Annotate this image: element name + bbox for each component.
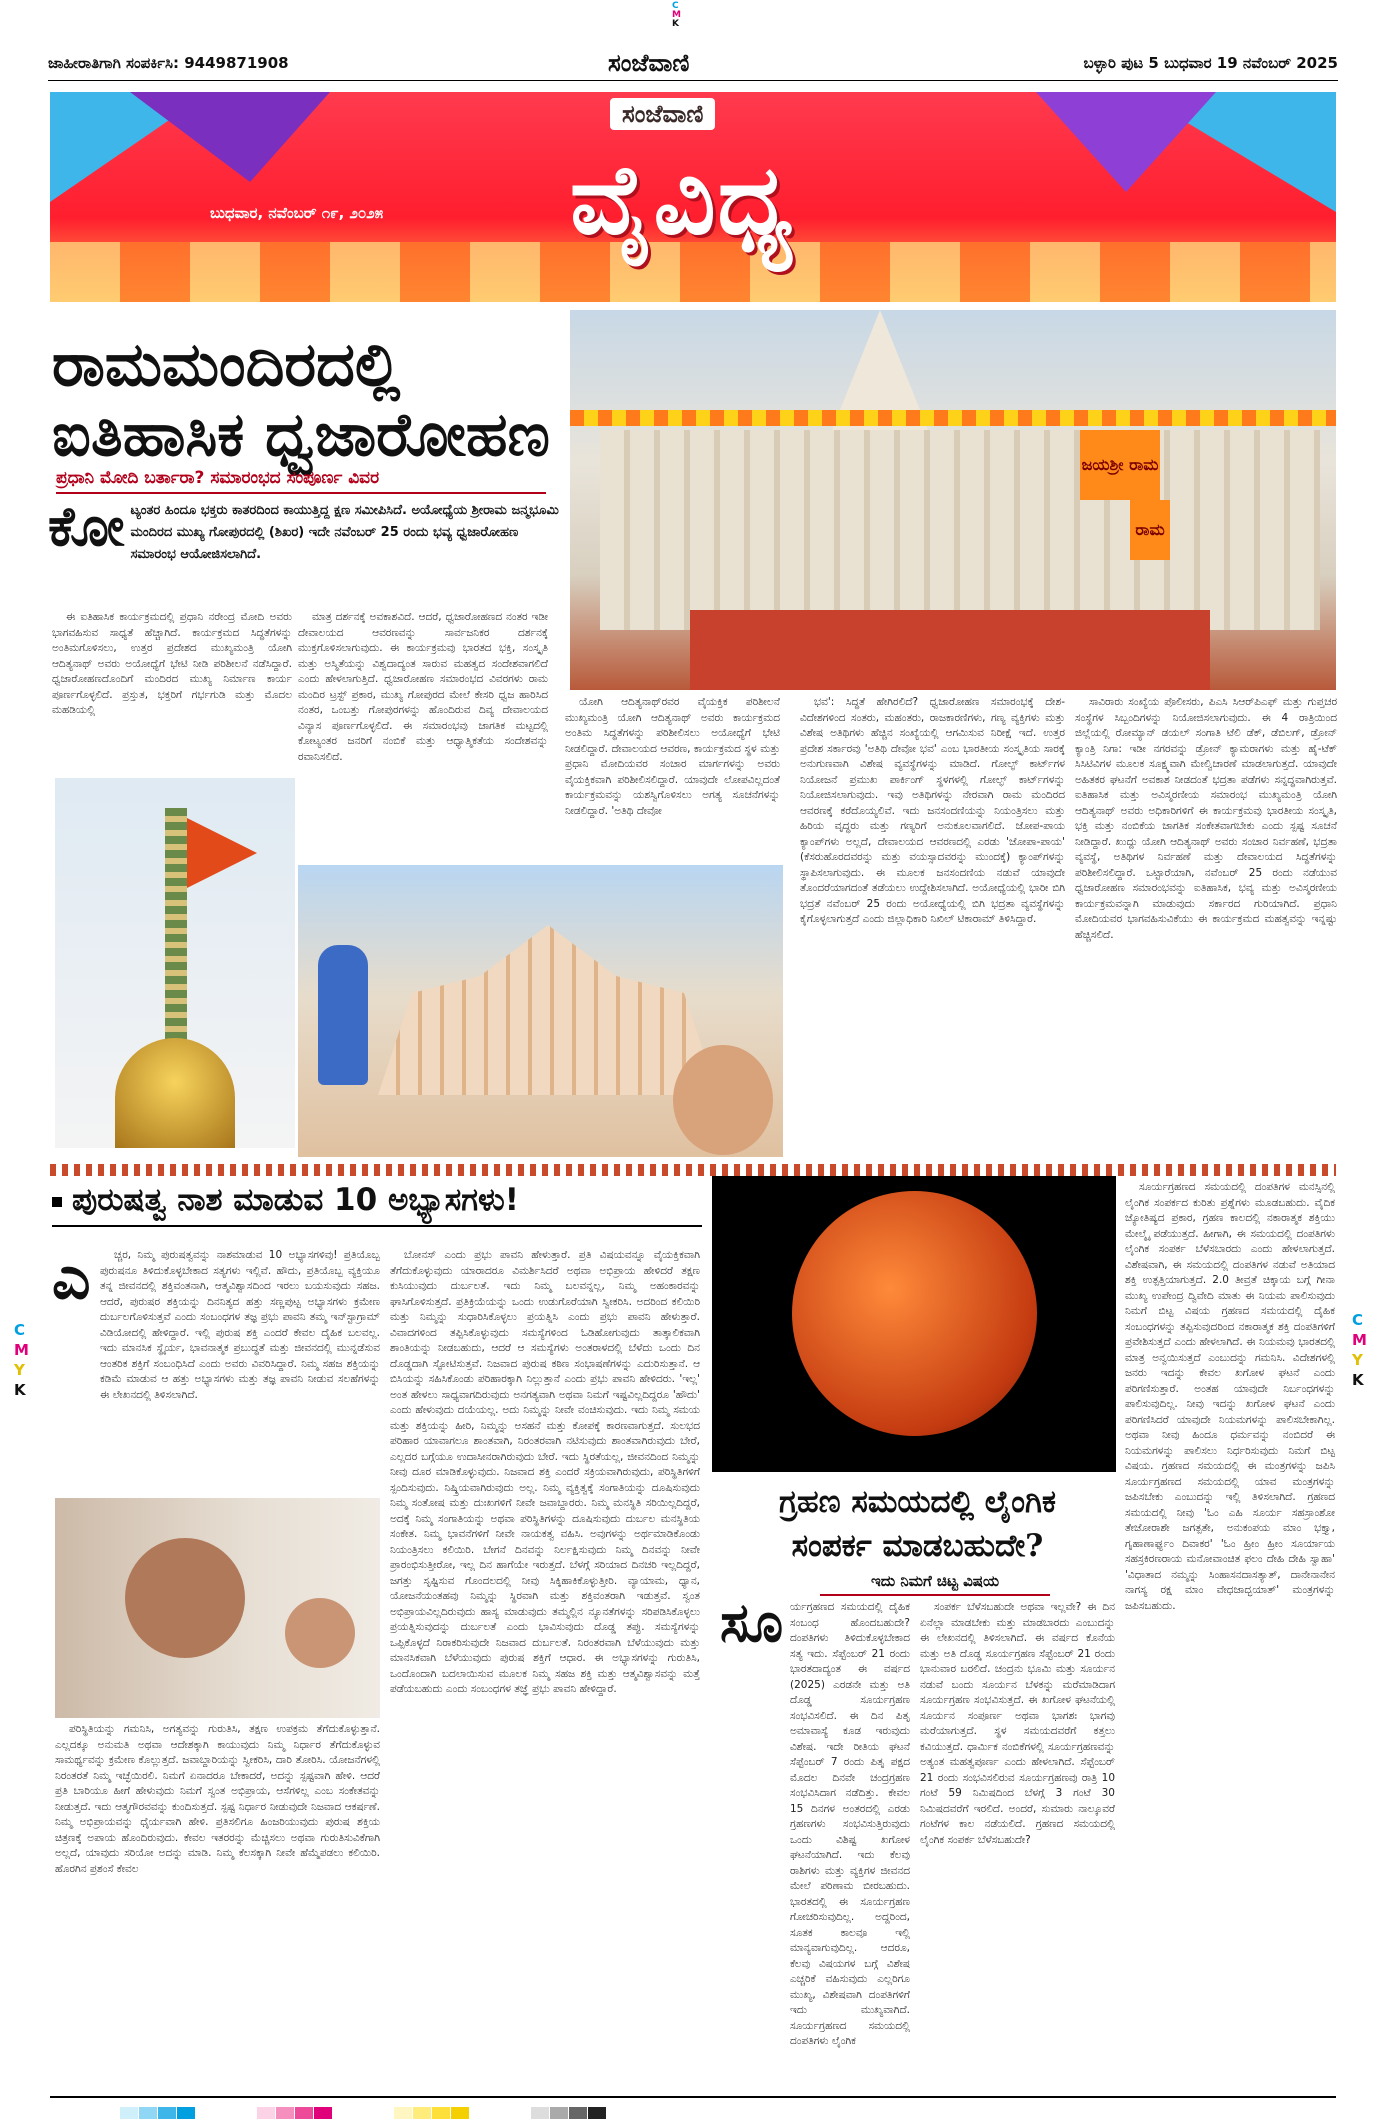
paragraph: ಸಾವಿರಾರು ಸಂಖ್ಯೆಯ ಪೊಲೀಸರು, ಪಿಎಸಿ ಸಿಆರ್‌ಪಿಎಫ್ ಮತ್ತು ಗುಪ್ತಚರ ಸಂಸ್ಥೆಗಳ ಸಿಬ್ಬಂದಿಗಳನ್ನು ನಿಯೋಜಿಸಲಾಗುವುದು. ಈ 4 ರಾತ್ರಿಯಿಂದ ಜಿಲ್ಲೆಯಲ್ಲಿ ರೋಮ್ಯಾನ್ ಡಯಲ್ ಸಂಗಾತಿ ಟೆಲಿ ಡೆಕ್, ಡೆಬಿಲಗ್, ಡ್ರೋನ್ ಕ್ಯಾಂತ್ರಿ ನಿಗಾ: ಇಡೀ ನಗರವನ್ನು ಡ್ರೋನ್ ಕ್ಯಾಮರಾಗಳು ಮತ್ತು ಹೈ-ಟೆಕ್ ಸಿಸಿಟಿವಿಗಳ ಮೂಲಕ ಸೂಕ್ಷ್ಮವಾಗಿ ಮೇಲ್ವಿಚಾರಣೆ ಮಾಡಲಾಗುತ್ತದೆ. ಯಾವುದೇ ಅಹಿತಕರ ಘಟನೆಗೆ ಅವಕಾಶ ನೀಡದಂತೆ ಭದ್ರತಾ ಪಡೆಗಳು ಸನ್ನದ್ಧವಾಗಿರುತ್ತವೆ. ಐತಿಹಾಸಿಕ ಮತ್ತು ಅವಿಸ್ಮರಣೀಯ ಸಮಾರಂಭ ಮುಖ್ಯಮಂತ್ರಿ ಯೋಗಿ ಆದಿತ್ಯನಾಥ್ ಅವರು ಅಧಿಕಾರಿಗಳಿಗೆ ಈ ಕಾರ್ಯಕ್ರಮವು ಭಾರತೀಯ ಸಂಸ್ಕೃತಿ, ಭಕ್ತಿ ಮತ್ತು ನಂಬಿಕೆಯ ಜಾಗತಿಕ ಸಂಕೇತವಾಗಬೇಕು ಎಂದು ಸ್ಪಷ್ಟ ಸೂಚನೆ ನೀಡಿದ್ದಾರೆ. ಖುದ್ದು ಯೋಗಿ ಆದಿತ್ಯನಾಥ್ ಅವರು ಸಂಚಾರ ನಿರ್ವಹಣೆ, ಭದ್ರತಾ ವ್ಯವಸ್ಥೆ, ಅತಿಥಿಗಳ ನಿರ್ವಹಣೆ ಮತ್ತು ದೇವಾಲಯದ ಸಿದ್ಧತೆಗಳನ್ನು ಪರಿಶೀಲಿಸಲಿದ್ದಾರೆ. ಒಟ್ಟಾರೆಯಾಗಿ, ನವೆಂಬರ್ 25 ರಂದು ನಡೆಯುವ ಧ್ವಜಾರೋಹಣ ಸಮಾರಂಭವನ್ನು ಐತಿಹಾಸಿಕ, ಭವ್ಯ ಮತ್ತು ಅವಿಸ್ಮರಣೀಯ ಕಾರ್ಯಕ್ರಮವನ್ನಾಗಿ ಮಾಡುವುದು ಸರ್ಕಾರದ ಗುರಿಯಾಗಿದೆ. ಪ್ರಧಾನಿ ಮೋದಿಯವರ ಭಾಗವಹಿಸುವಿಕೆಯು ಈ ಕಾರ್ಯಕ್ರಮದ ಮಹತ್ವವನ್ನು ಇನ್ನಷ್ಟು ಹೆಚ್ಚಿಸಲಿದೆ.	[1075, 696, 1337, 941]
headline-line: ಐತಿಹಾಸಿಕ ಧ್ವಜಾರೋಹಣ	[52, 400, 550, 470]
paragraph: ಮಾತ್ರ ದರ್ಶನಕ್ಕೆ ಅವಕಾಶವಿದೆ. ಆದರೆ, ಧ್ವಜಾರೋಹಣದ ನಂತರ ಇಡೀ ದೇವಾಲಯದ ಆವರಣವನ್ನು ಸಾರ್ವಜನಿಕರ ದರ್ಶನಕ್ಕೆ ಮುಕ್ತಗೊಳಿಸಲಾಗುವುದು. ಈ ಕಾರ್ಯಕ್ರಮವು ಭಾರತದ ಭಕ್ತಿ, ಸಂಸ್ಕೃತಿ ಮತ್ತು ಅಸ್ಮಿತೆಯನ್ನು ವಿಶ್ವದಾದ್ಯಂತ ಸಾರುವ ಮಹತ್ವದ ಸಂದೇಶವಾಗಲಿದೆ ಎಂದು ಹೇಳಲಾಗುತ್ತಿದೆ. ಧ್ವಜಾರೋಹಣ ಸಮಾರಂಭದ ವಿವರಗಳು ರಾಮ ಮಂದಿರ ಟ್ರಸ್ಟ್ ಪ್ರಕಾರ, ಮುಖ್ಯ ಗೋಪುರದ ಮೇಲೆ ಕೇಸರಿ ಧ್ವಜ ಹಾರಿಸಿದ ನಂತರ, ಒಂಬತ್ತು ಗೋಪುರಗಳನ್ನು ಹೊಂದಿರುವ ದಿವ್ಯ ದೇವಾಲಯದ ವಿನ್ಯಾಸ ಪೂರ್ಣಗೊಳ್ಳಲಿದೆ. ಈ ಸಮಾರಂಭವು ಜಾಗತಿಕ ಮಟ್ಟದಲ್ಲಿ ಕೋಟ್ಯಂತರ ಜನರಿಗೆ ನಂಬಿಕೆ ಮತ್ತು ಆಧ್ಯಾತ್ಮಿಕತೆಯ ಸಂದೇಶವನ್ನು ರವಾನಿಸಲಿದೆ.	[298, 611, 548, 763]
mark-m: M	[672, 10, 681, 20]
stressed-man-photo	[55, 1498, 380, 1718]
headline-line: ರಾಮಮಂದಿರದಲ್ಲಿ	[52, 330, 401, 400]
paragraph: ಬೋನಸ್ ಎಂದು ಪ್ರಭು ಪಾವನಿ ಹೇಳುತ್ತಾರೆ. ಪ್ರತಿ ವಿಷಯವನ್ನೂ ವೈಯಕ್ತಿಕವಾಗಿ ತೆಗೆದುಕೊಳ್ಳುವುದು ಯಾರಾದರೂ ವಿಮರ್ಶಿಸಿದರೆ ಅಥವಾ ಅಭಿಪ್ರಾಯ ಹೇಳಿದರೆ ತಕ್ಷಣ ಕುಸಿಯುವುದು ದುರ್ಬಲತೆ. ಇದು ನಿಮ್ಮ ಬಲವನ್ನಲ್ಲ, ನಿಮ್ಮ ಅಹಂಕಾರವನ್ನು ಘಾಸಿಗೊಳಿಸುತ್ತದೆ. ಪ್ರತಿಕ್ರಿಯೆಯನ್ನು ಒಂದು ಉಡುಗೊರೆಯಾಗಿ ಸ್ವೀಕರಿಸಿ. ಅದರಿಂದ ಕಲಿಯಿರಿ ಮತ್ತು ನಿಮ್ಮನ್ನು ಸುಧಾರಿಸಿಕೊಳ್ಳಲು ಪ್ರಯತ್ನಿಸಿ ಎಂದು ಪ್ರಭು ಪಾವನಿ ಹೇಳುತ್ತಾರೆ. ವಿವಾದಗಳಿಂದ ತಪ್ಪಿಸಿಕೊಳ್ಳುವುದು ಸಮಸ್ಯೆಗಳಿಂದ ಓಡಿಹೋಗುವುದು ತಾತ್ಕಾಲಿಕವಾಗಿ ಶಾಂತಿಯನ್ನು ನೀಡಬಹುದು, ಆದರೆ ಆ ಸಮಸ್ಯೆಗಳು ಅಂತರಾಳದಲ್ಲಿ ಬೆಳೆದು ಒಂದು ದಿನ ದೊಡ್ಡದಾಗಿ ಸ್ಫೋಟಿಸುತ್ತವೆ. ನಿಜವಾದ ಪುರುಷ ಕಠಿಣ ಸಂಭಾಷಣೆಗಳನ್ನು ಎದುರಿಸುತ್ತಾನೆ. ಆ ಬಿಸಿಯನ್ನು ಸಹಿಸಿಕೊಂಡು ಪರಿಹಾರಕ್ಕಾಗಿ ನಿಲ್ಲುತ್ತಾನೆ ಎಂದು ಪ್ರಭು ಪಾವನಿ ಹೇಳಿದರು. 'ಇಲ್ಲ' ಅಂತ ಹೇಳಲು ಸಾಧ್ಯವಾಗದಿರುವುದು ಅನಗತ್ಯವಾಗಿ ಅಥವಾ ನಿಮಗೆ ಇಷ್ಟವಿಲ್ಲದಿದ್ದರೂ 'ಹೌದು' ಎಂದು ಹೇಳುವುದು ದಯೆಯಲ್ಲ. ಅದು ನಿಮ್ಮನ್ನು ನೀವೇ ವಂಚಿಸುವುದು. ಇದು ನಿಮ್ಮ ಸಮಯ ಮತ್ತು ಶಕ್ತಿಯನ್ನು ಹೀರಿ, ನಿಮ್ಮನ್ನು ಅಸಹನೆ ಮತ್ತು ಕೋಪಕ್ಕೆ ಕಾರಣವಾಗುತ್ತದೆ. ಸುಲಭದ ಪರಿಹಾರ ಯಾವಾಗಲೂ ಶಾಂತವಾಗಿ, ನಿರಂತರವಾಗಿ ನಟಿಸುವುದು ಶಾಂತವಾಗಿರುವುದು ಬೇರೆ, ಎಲ್ಲದರ ಬಗ್ಗೆಯೂ ಉದಾಸೀನರಾಗಿರುವುದು ಬೇರೆ. ಇದು ಸ್ಥಿರತೆಯಲ್ಲ, ಜೀವನದಿಂದ ನಿಮ್ಮನ್ನು ನೀವು ದೂರ ಮಾಡಿಕೊಳ್ಳುವುದು. ನಿಜವಾದ ಶಕ್ತಿ ಎಂದರೆ ಸಕ್ರಿಯವಾಗಿರುವುದು, ಪರಿಸ್ಥಿತಿಗಳಿಗೆ ಸ್ಪಂದಿಸುವುದು. ನಿಷ್ಕ್ರಿಯವಾಗಿರುವುದು ಅಲ್ಲ. ನಿಮ್ಮ ವ್ಯಕ್ತಿತ್ವಕ್ಕೆ ಸಂಗಾತಿಯನ್ನು ದೂಷಿಸುವುದು ನಿಮ್ಮ ಸಂತೋಷ ಮತ್ತು ದುಃಖಗಳಿಗೆ ನೀವೇ ಜವಾಬ್ದಾರರು. ನಿಮ್ಮ ಮನಸ್ಥಿತಿ ಸರಿಯಿಲ್ಲದಿದ್ದರೆ, ಅದಕ್ಕೆ ನಿಮ್ಮ ಸಂಗಾತಿಯನ್ನು ಅಥವಾ ಪರಿಸ್ಥಿತಿಗಳನ್ನು ದೂಷಿಸುವುದು ದುರ್ಬಲ ಮನಸ್ಥಿತಿಯ ಸಂಕೇತ. ನಿಮ್ಮ ಭಾವನೆಗಳಿಗೆ ನೀವೇ ನಾಯಕತ್ವ ವಹಿಸಿ. ಅವುಗಳನ್ನು ಅರ್ಥಮಾಡಿಕೊಂಡು ನಿಯಂತ್ರಿಸಲು ಕಲಿಯಿರಿ. ಬೇಗನೆ ದಿನವನ್ನು ನಿರ್ಲಕ್ಷಿಸುವುದು ನಿಮ್ಮ ದಿನವನ್ನು ನೀವೇ ಪ್ರಾರಂಭಿಸುತ್ತೀರೋ, ಇಲ್ಲ ದಿನ ಹಾಗೆಯೇ ಇರುತ್ತದೆ. ಬೆಳಗ್ಗೆ ಸರಿಯಾದ ದಿನಚರಿ ಇಲ್ಲದಿದ್ದರೆ, ಜಗತ್ತು ಸೃಷ್ಟಿಸುವ ಗೊಂದಲದಲ್ಲಿ ನೀವು ಸಿಕ್ಕಿಹಾಕಿಕೊಳ್ಳುತ್ತೀರಿ. ವ್ಯಾಯಾಮ, ಧ್ಯಾನ, ಯೋಜನೆಯಂತಹವು ನಿಮ್ಮನ್ನು ಸ್ಥಿರವಾಗಿ ಮತ್ತು ಶಕ್ತಿವಂತರಾಗಿ ಇಡುತ್ತವೆ. ಸ್ವಂತ ಅಭಿಪ್ರಾಯವಿಲ್ಲದಿರುವುದು ಹಾಸ್ಯ ಮಾಡುವುದು ತಮ್ಮಲ್ಲಿನ ನ್ಯೂನತೆಗಳನ್ನು ಸರಿಪಡಿಸಿಕೊಳ್ಳಲು ಪ್ರಯತ್ನಿಸುವುದನ್ನು ದುರ್ಬಲತೆ ಎಂದು ಭಾವಿಸುವುದು ದೊಡ್ಡ ತಪ್ಪು. ಸಮಸ್ಯೆಗಳನ್ನು ಒಪ್ಪಿಕೊಳ್ಳದೆ ನಿರಾಕರಿಸುವುದೇ ನಿಜವಾದ ದುರ್ಬಲತೆ. ನಿರಂತರವಾಗಿ ಬೆಳೆಯುವುದು ಮತ್ತು ಮಾನಸಿಕವಾಗಿ ಬೆಳೆಯುವುದು ಪುರುಷ ಶಕ್ತಿಗೆ ಆಧಾರ. ಈ ಅಭ್ಯಾಸಗಳನ್ನು ಗುರುತಿಸಿ, ಒಂದೊಂದಾಗಿ ಬದಲಾಯಿಸುವ ಮೂಲಕ ನಿಮ್ಮ ಸಹಜ ಶಕ್ತಿ ಮತ್ತು ಆತ್ಮವಿಶ್ವಾಸವನ್ನು ಮತ್ತೆ ಪಡೆಯಬಹುದು ಎಂದು ಸಂಬಂಧಗಳ ತಜ್ಞೆ ಪ್ರಭು ಪಾವನಿ ಹೇಳಿದ್ದಾರೆ.	[390, 1249, 700, 1695]
story1-lead	[48, 495, 563, 566]
story1-column-1	[52, 610, 292, 772]
paragraph: ಈ ಐತಿಹಾಸಿಕ ಕಾರ್ಯಕ್ರಮದಲ್ಲಿ ಪ್ರಧಾನಿ ನರೇಂದ್ರ ಮೋದಿ ಅವರು ಭಾಗವಹಿಸುವ ಸಾಧ್ಯತೆ ಹೆಚ್ಚಾಗಿದೆ. ಕಾರ್ಯಕ್ರಮದ ಸಿದ್ಧತೆಗಳನ್ನು ಅಂತಿಮಗೊಳಿಸಲು, ಉತ್ತರ ಪ್ರದೇಶದ ಮುಖ್ಯಮಂತ್ರಿ ಯೋಗಿ ಆದಿತ್ಯನಾಥ್ ಅವರು ಅಯೋಧ್ಯೆಗೆ ಭೇಟಿ ನೀಡಿ ಪರಿಶೀಲನೆ ನಡೆಸಿದ್ದಾರೆ. ಧ್ವಜಾರೋಹಣದೊಂದಿಗೆ ಮಂದಿರದ ಮುಖ್ಯ ನಿರ್ಮಾಣ ಕಾರ್ಯ ಪೂರ್ಣಗೊಳ್ಳಲಿದೆ. ಪ್ರಸ್ತುತ, ಭಕ್ತರಿಗೆ ಗರ್ಭಗುಡಿ ಮತ್ತು ಮೊದಲ ಮಹಡಿಯಲ್ಲಿ	[52, 611, 292, 716]
drop-cap: ಸೂ	[720, 1591, 784, 1654]
story3-column-3	[1125, 1180, 1335, 2090]
story2-column-1b	[55, 1722, 380, 2090]
registration-mark-top	[672, 2, 681, 29]
temple-sign: ಜಯಶ್ರೀ ರಾಮ	[1080, 430, 1160, 500]
mark-k: K	[14, 1381, 26, 1399]
golden-dome	[115, 1038, 235, 1148]
pm-portrait	[673, 1045, 773, 1155]
paragraph: ರ್ಯಗ್ರಹಣದ ಸಮಯದಲ್ಲಿ ದೈಹಿಕ ಸಂಬಂಧ ಹೊಂದಬಹುದೇ? ದಂಪತಿಗಳು ತಿಳಿದುಕೊಳ್ಳಬೇಕಾದ ಸತ್ಯ ಇದು. ಸೆಪ್ಟೆಂಬರ್ 21 ರಂದು ಭಾರತದಾದ್ಯಂತ ಈ ವರ್ಷದ (2025) ಎರಡನೇ ಮತ್ತು ಅತಿ ದೊಡ್ಡ ಸೂರ್ಯಗ್ರಹಣ ಸಂಭವಿಸಲಿದೆ. ಈ ದಿನ ಪಿತೃ ಅಮಾವಾಸ್ಯೆ ಕೂಡ ಇರುವುದು ವಿಶೇಷ. ಇದೇ ರೀತಿಯ ಘಟನೆ ಸೆಪ್ಟೆಂಬರ್ 7 ರಂದು ಪಿತೃ ಪಕ್ಷದ ಮೊದಲ ದಿನವೇ ಚಂದ್ರಗ್ರಹಣ ಸಂಭವಿಸಿದಾಗ ನಡೆದಿತ್ತು. ಕೇವಲ 15 ದಿನಗಳ ಅಂತರದಲ್ಲಿ ಎರಡು ಗ್ರಹಣಗಳು ಸಂಭವಿಸುತ್ತಿರುವುದು ಒಂದು ವಿಶಿಷ್ಟ ಖಗೋಳ ಘಟನೆಯಾಗಿದೆ. ಇದು ಕೆಲವು ರಾಶಿಗಳು ಮತ್ತು ವ್ಯಕ್ತಿಗಳ ಜೀವನದ ಮೇಲೆ ಪರಿಣಾಮ ಬೀರಬಹುದು. ಭಾರತದಲ್ಲಿ ಈ ಸೂರ್ಯಗ್ರಹಣ ಗೋಚರಿಸುವುದಿಲ್ಲ. ಅದ್ದರಿಂದ, ಸೂತಕ ಕಾಲವೂ ಇಲ್ಲಿ ಮಾನ್ಯವಾಗುವುದಿಲ್ಲ. ಆದರೂ, ಕೆಲವು ವಿಷಯಗಳ ಬಗ್ಗೆ ವಿಶೇಷ ಎಚ್ಚರಿಕೆ ವಹಿಸುವುದು ಎಲ್ಲರಿಗೂ ಮುಖ್ಯ, ವಿಶೇಷವಾಗಿ ದಂಪತಿಗಳಿಗೆ ಇದು ಮುಖ್ಯವಾಗಿದೆ. ಸೂರ್ಯಗ್ರಹಣದ ಸಮಯದಲ್ಲಿ ದಂಪತಿಗಳು ಲೈಂಗಿಕ	[790, 1601, 910, 2047]
saffron-flag	[187, 818, 257, 888]
drop-cap: ಕೋ	[48, 495, 125, 558]
banner-brand: ಸಂಜೆವಾಣಿ	[610, 98, 715, 130]
decor-triangle	[1036, 92, 1216, 192]
story1-headline	[52, 330, 572, 470]
ad-contact: ಜಾಹೀರಾತಿಗಾಗಿ ಸಂಪರ್ಕಿಸಿ: 9449871908	[48, 54, 289, 72]
temple-photo	[570, 310, 1336, 690]
blood-moon	[792, 1191, 1037, 1436]
temple-sign: ರಾಮ	[1130, 500, 1170, 560]
headline-line: ಸಂಪರ್ಕ ಮಾಡಬಹುದೇ?	[791, 1528, 1044, 1564]
story3-column-1	[720, 1600, 910, 2090]
mark-y: Y	[1352, 1351, 1363, 1369]
paragraph: ಸೂರ್ಯಗ್ರಹಣದ ಸಮಯದಲ್ಲಿ ದಂಪತಿಗಳ ಮನಸ್ಸಿನಲ್ಲಿ ಲೈಂಗಿಕ ಸಂಪರ್ಕದ ಕುರಿತು ಪ್ರಶ್ನೆಗಳು ಮೂಡಬಹುದು. ವೈದಿಕ ಜ್ಯೋತಿಷ್ಯದ ಪ್ರಕಾರ, ಗ್ರಹಣ ಕಾಲದಲ್ಲಿ ನಕಾರಾತ್ಮಕ ಶಕ್ತಿಯು ಮೇಲ್ಮೈ ಪಡೆಯುತ್ತದೆ. ಹೀಗಾಗಿ, ಈ ಸಮಯದಲ್ಲಿ ದಂಪತಿಗಳು ಲೈಂಗಿಕ ಸಂಪರ್ಕ ಬೆಳೆಸಬಾರದು ಎಂದು ಹೇಳಲಾಗುತ್ತದೆ. ವಿಶೇಷವಾಗಿ, ಈ ಸಮಯದಲ್ಲಿ ದಂಪತಿಗಳ ನಡುವೆ ಅತಿಯಾದ ಶಕ್ತಿ ಉತ್ಪತ್ತಿಯಾಗುತ್ತದೆ. 2.0 ತೀವ್ರತೆ ಚಿಕ್ಕಾಯ ಬಗ್ಗೆ ಗೀನಾ ಮುಖ್ಯ ಉಪೇಂದ್ರ ದ್ವಿವೇದಿ ಮಾತು ಈ ನಿಯಮ ಪಾಲಿಸುವುದು ನಿಮಗೆ ಬಿಟ್ಟ ವಿಷಯ ಗ್ರಹಣದ ಸಮಯದಲ್ಲಿ ದೈಹಿಕ ಸಂಬಂಧಗಳನ್ನು ತಪ್ಪಿಸುವುದರಿಂದ ನಕಾರಾತ್ಮಕ ಶಕ್ತಿ ದಂಪತಿಗಳಿಗೆ ಪ್ರವೇಶಿಸುತ್ತದೆ ಎಂದು ಹೇಳಲಾಗಿದೆ. ಈ ನಿಯಮವು ಭಾರತದಲ್ಲಿ ಮಾತ್ರ ಅನ್ವಯಿಸುತ್ತದೆ ಎಂಬುದನ್ನು ಗಮನಿಸಿ. ವಿದೇಶಗಳಲ್ಲಿ ಜನರು ಇದನ್ನು ಕೇವಲ ಖಗೋಳ ಘಟನೆ ಎಂದು ಪರಿಗಣಿಸುತ್ತಾರೆ. ಅಂತಹ ಯಾವುದೇ ನಿರ್ಬಂಧಗಳನ್ನು ಪಾಲಿಸುವುದಿಲ್ಲ. ನೀವು ಇದನ್ನು ಖಗೋಳ ಘಟನೆ ಎಂದು ಪರಿಗಣಿಸಿದರೆ ಯಾವುದೇ ನಿಯಮಗಳನ್ನು ಪಾಲಿಸಬೇಕಾಗಿಲ್ಲ. ಅಥವಾ ನೀವು ಹಿಂದೂ ಧರ್ಮವನ್ನು ನಂಬಿದರೆ ಈ ನಿಯಮಗಳನ್ನು ಪಾಲಿಸಲು ನಿರ್ಧರಿಸುವುದು ನಿಮಗೆ ಬಿಟ್ಟ ವಿಷಯ. ಗ್ರಹಣದ ಸಮಯದಲ್ಲಿ ಈ ಮಂತ್ರಗಳನ್ನು ಜಪಿಸಿ ಸೂರ್ಯಗ್ರಹಣದ ಸಮಯದಲ್ಲಿ ಯಾವ ಮಂತ್ರಗಳನ್ನು ಜಪಿಸಬೇಕು ಎಂಬುದನ್ನು ಇಲ್ಲಿ ತಿಳಿಸಲಾಗಿದೆ. ಗ್ರಹಣದ ಸಮಯದಲ್ಲಿ ನೀವು 'ಓಂ ಎಹಿ ಸೂರ್ಯ ಸಹಸ್ರಾಂಶೋ ತೇಜೋರಾಶೇ ಜಗತ್ಪತೇ, ಅನುಕಂಪಯ ಮಾಂ ಭಕ್ತ್ಯಾ, ಗೃಹಾಣಾರ್ಘ್ಯಂ ದಿವಾಕರ' 'ಓಂ ಹ್ರೀಂ ಹ್ರೀಂ ಸೂರ್ಯಾಯ ಸಹಸ್ರಕಿರಣರಾಯ ಮನೋವಾಂಚಿತ ಫಲಂ ದೇಹಿ ದೇಹಿ ಸ್ವಾಹಾ' 'ವಿಧಾತಾದ ನಮ್ಮನ್ನು ಸಿಂಹಾಸನದಾಸತ್ಯಾತ್, ದಾನೇನಾನೇನ ನಾಗಸ್ಯ ರಕ್ಷ ಮಾಂ ವೇಧಜಾದ್ಭಯಾತ್' ಮಂತ್ರಗಳನ್ನು ಜಪಿಸಬಹುದು.	[1125, 1181, 1335, 1612]
paragraph: ಯೋಗಿ ಆದಿತ್ಯನಾಥ್‌ರವರ ವೈಯಕ್ತಿಕ ಪರಿಶೀಲನೆ ಮುಖ್ಯಮಂತ್ರಿ ಯೋಗಿ ಆದಿತ್ಯನಾಥ್ ಅವರು ಕಾರ್ಯಕ್ರಮದ ಅಂತಿಮ ಸಿದ್ಧತೆಗಳನ್ನು ಪರಿಶೀಲಿಸಲು ಅಯೋಧ್ಯೆಗೆ ಭೇಟಿ ನೀಡಲಿದ್ದಾರೆ. ದೇವಾಲಯದ ಆವರಣ, ಕಾರ್ಯಕ್ರಮದ ಸ್ಥಳ ಮತ್ತು ಪ್ರಧಾನಿ ಮೋದಿಯವರ ಸಂಚಾರ ಮಾರ್ಗಗಳನ್ನು ಅವರು ವೈಯಕ್ತಿಕವಾಗಿ ಪರಿಶೀಲಿಸಲಿದ್ದಾರೆ. ಯಾವುದೇ ಲೋಪವಿಲ್ಲದಂತೆ ಕಾರ್ಯಕ್ರಮವನ್ನು ಯಶಸ್ವಿಗೊಳಿಸಲು ಅಗತ್ಯ ಸೂಚನೆಗಳನ್ನು ನೀಡಲಿದ್ದಾರೆ. 'ಅತಿಥಿ ದೇವೋ	[565, 696, 780, 817]
mark-m: M	[1352, 1331, 1367, 1349]
story1-subhead: ಪ್ರಧಾನಿ ಮೋದಿ ಬರ್ತಾರಾ? ಸಮಾರಂಭದ ಸಂಪೂರ್ಣ ವಿವರ	[56, 468, 546, 494]
color-swatch-strip	[120, 2104, 607, 2123]
story1-column-4	[800, 695, 1065, 1157]
page-frame-bottom	[50, 2096, 1336, 2098]
headline-text: ಪುರುಷತ್ವ ನಾಶ ಮಾಡುವ 10 ಅಭ್ಯಾಸಗಳು!	[72, 1182, 519, 1218]
drop-cap: ಎ	[52, 1243, 91, 1313]
section-banner	[50, 92, 1336, 302]
paragraph: ಭವ': ಸಿದ್ಧತೆ ಹೇಗಿರಲಿದೆ? ಧ್ವಜಾರೋಹಣ ಸಮಾರಂಭಕ್ಕೆ ದೇಶ-ವಿದೇಶಗಳಿಂದ ಸಂತರು, ಮಹಂತರು, ರಾಜಕಾರಣಿಗಳು, ಗಣ್ಯ ವ್ಯಕ್ತಿಗಳು ಮತ್ತು ವಿಶೇಷ ಅತಿಥಿಗಳು ಹೆಚ್ಚಿನ ಸಂಖ್ಯೆಯಲ್ಲಿ ಆಗಮಿಸುವ ನಿರೀಕ್ಷೆ ಇದೆ. ಉತ್ತರ ಪ್ರದೇಶ ಸರ್ಕಾರವು 'ಅತಿಥಿ ದೇವೋ ಭವ' ಎಂಬ ಭಾರತೀಯ ಸಂಸ್ಕೃತಿಯ ಸಾರಕ್ಕೆ ಅನುಗುಣವಾಗಿ ವಿಶೇಷ ವ್ಯವಸ್ಥೆಗಳನ್ನು ಮಾಡಿದೆ. ಗೋಲ್ಫ್ ಕಾರ್ಟ್‌ಗಳ ನಿಯೋಜನೆ ಪ್ರಮುಖ ಪಾರ್ಕಿಂಗ್ ಸ್ಥಳಗಳಲ್ಲಿ ಗೋಲ್ಫ್ ಕಾರ್ಟ್‌ಗಳನ್ನು ನಿಯೋಜಿಸಲಾಗುವುದು. ಇವು ಅತಿಥಿಗಳನ್ನು ನೇರವಾಗಿ ರಾಮ ಮಂದಿರದ ಆವರಣಕ್ಕೆ ಕರೆದೊಯ್ಯಲಿವೆ. ಇದು ಜನಸಂದಣಿಯನ್ನು ನಿಯಂತ್ರಿಸಲು ಮತ್ತು ಹಿರಿಯ ವೃದ್ಧರು ಮತ್ತು ಗಣ್ಯರಿಗೆ ಅನುಕೂಲವಾಗಲಿದೆ. ಜೋಪ-ಪಾಯ ಕ್ಯಾಂಪ್‌ಗಳು ಅಲ್ಲದೆ, ದೇವಾಲಯದ ಆವರಣದಲ್ಲಿ ಎರಡು 'ಜೋಪಾ-ಪಾಯ' (ಕೆಸರುಹೊರದವರನ್ನು ಮತ್ತು ವಯಸ್ಸಾದವರನ್ನು ಮುಂದಕ್ಕೆ) ಕ್ಯಾಂಪ್‌ಗಳನ್ನು ಸ್ಥಾಪಿಸಲಾಗುವುದು. ಈ ಮೂಲಕ ಜನಸಂದಣಿಯ ನಡುವೆ ಯಾವುದೇ ತೊಂದರೆಯಾಗದಂತೆ ತಡೆಯಲು ಉದ್ದೇಶಿಸಲಾಗಿದೆ. ಅಯೋಧ್ಯೆಯಲ್ಲಿ ಭಾರೀ ಬಿಗಿ ಭದ್ರತೆ ನವೆಂಬರ್ 25 ರಂದು ಅಯೋಧ್ಯೆಯಲ್ಲಿ ಬಿಗಿ ಭದ್ರತಾ ವ್ಯವಸ್ಥೆಗಳನ್ನು ಕೈಗೊಳ್ಳಲಾಗುತ್ತದೆ ಎಂದು ಜಿಲ್ಲಾಧಿಕಾರಿ ನಿಖಿಲ್ ಟಿಕಾರಾಮ್ ತಿಳಿಸಿದ್ದಾರೆ.	[800, 696, 1065, 925]
story1-column-3	[565, 695, 780, 860]
woman-figure	[285, 1598, 355, 1668]
mark-k: K	[1352, 1371, 1364, 1389]
story3-headline	[720, 1480, 1115, 1568]
mark-c: C	[1352, 1311, 1364, 1329]
lead-text: ಟ್ಯಂತರ ಹಿಂದೂ ಭಕ್ತರು ಕಾತರದಿಂದ ಕಾಯುತ್ತಿದ್ದ ಕ್ಷಣ ಸಮೀಪಿಸಿದೆ. ಅಯೋಧ್ಯೆಯ ಶ್ರೀರಾಮ ಜನ್ಮಭೂಮಿ ಮಂದಿರದ ಮುಖ್ಯ ಗೋಪುರದಲ್ಲಿ (ಶಿಖರ) ಇದೇ ನವೆಂಬರ್ 25 ರಂದು ಭವ್ಯ ಧ್ವಜಾರೋಹಣ ಸಮಾರಂಭ ಆಯೋಜಿಸಲಾಗಿದೆ.	[130, 503, 559, 562]
mark-c: C	[14, 1321, 26, 1339]
story2-headline	[52, 1182, 702, 1227]
paragraph: ಸಂಪರ್ಕ ಬೆಳೆಸಬಹುದೇ ಅಥವಾ ಇಲ್ಲವೇ? ಈ ದಿನ ಏನೆಲ್ಲಾ ಮಾಡಬೇಕು ಮತ್ತು ಮಾಡಬಾರದು ಎಂಬುದನ್ನು ಈ ಲೇಖನದಲ್ಲಿ ತಿಳಿಸಲಾಗಿದೆ. ಈ ವರ್ಷದ ಕೊನೆಯ ಮತ್ತು ಅತಿ ದೊಡ್ಡ ಸೂರ್ಯಗ್ರಹಣ ಸೆಪ್ಟೆಂಬರ್ 21 ರಂದು ಭಾನುವಾರ ಬರಲಿದೆ. ಚಂದ್ರನು ಭೂಮಿ ಮತ್ತು ಸೂರ್ಯನ ನಡುವೆ ಬಂದು ಸೂರ್ಯನ ಬೆಳಕನ್ನು ಮರೆಮಾಡಿದಾಗ ಸೂರ್ಯಗ್ರಹಣ ಸಂಭವಿಸುತ್ತದೆ. ಈ ಖಗೋಳ ಘಟನೆಯಲ್ಲಿ ಸೂರ್ಯನ ಸಂಪೂರ್ಣ ಅಥವಾ ಭಾಗಶಃ ಭಾಗವು ಮರೆಯಾಗುತ್ತದೆ. ಸ್ಥಳ ಸಮಯದವರೆಗೆ ಕತ್ತಲು ಕವಿಯುತ್ತದೆ. ಧಾರ್ಮಿಕ ನಂಬಿಕೆಗಳಲ್ಲಿ ಸೂರ್ಯಗ್ರಹಣವನ್ನು ಅತ್ಯಂತ ಮಹತ್ವಪೂರ್ಣ ಎಂದು ಹೇಳಲಾಗಿದೆ. ಸೆಪ್ಟೆಂಬರ್ 21 ರಂದು ಸಂಭವಿಸಲಿರುವ ಸೂರ್ಯಗ್ರಹಣವು ರಾತ್ರಿ 10 ಗಂಟೆ 59 ನಿಮಿಷದಿಂದ ಬೆಳಗ್ಗೆ 3 ಗಂಟೆ 30 ನಿಮಿಷದವರೆಗೆ ಇರಲಿದೆ. ಅಂದರೆ, ಸುಮಾರು ನಾಲ್ಕೂವರೆ ಗಂಟೆಗಳ ಕಾಲ ನಡೆಯಲಿದೆ. ಗ್ರಹಣದ ಸಮಯದಲ್ಲಿ ಲೈಂಗಿಕ ಸಂಪರ್ಕ ಬೆಳೆಸಬಹುದೇ?	[920, 1601, 1115, 1846]
story1-column-5	[1075, 695, 1337, 1157]
flagpole-photo	[55, 778, 295, 1148]
story3-subhead: ಇದು ನಿಮಗೆ ಚಿಟ್ಟ ವಿಷಯ	[820, 1572, 1050, 1596]
garland	[570, 410, 1336, 426]
man-figure	[125, 1538, 245, 1658]
mark-m: M	[14, 1341, 29, 1359]
headline-line: ಗ್ರಹಣ ಸಮಯದಲ್ಲಿ ಲೈಂಗಿಕ	[779, 1484, 1056, 1520]
story3-column-2	[920, 1600, 1115, 2090]
section-divider	[50, 1164, 1336, 1176]
mark-c: C	[672, 1, 679, 11]
page-header	[48, 48, 1338, 81]
paragraph: ಪರಿಸ್ಥಿತಿಯನ್ನು ಗಮನಿಸಿ, ಅಗತ್ಯವನ್ನು ಗುರುತಿಸಿ, ತಕ್ಷಣ ಉಪಕ್ರಮ ತೆಗೆದುಕೊಳ್ಳುತ್ತಾನೆ. ಎಲ್ಲದಕ್ಕೂ ಅನುಮತಿ ಅಥವಾ ಆದೇಶಕ್ಕಾಗಿ ಕಾಯುವುದು ನಿಮ್ಮ ನಿರ್ಧಾರ ತೆಗೆದುಕೊಳ್ಳುವ ಸಾಮರ್ಥ್ಯವನ್ನು ಕ್ರಮೇಣ ಕೊಲ್ಲುತ್ತದೆ. ಜವಾಬ್ದಾರಿಯನ್ನು ಸ್ವೀಕರಿಸಿ, ದಾರಿ ತೋರಿಸಿ. ಯೋಜನೆಗಳಲ್ಲಿ ನಿರಂತರತೆ ನಿಮ್ಮ ಇಚ್ಛೆಯಿರಲಿ. ನಿಮಗೆ ಏನಾದರೂ ಬೇಕಾದರೆ, ಅದನ್ನು ಸ್ಪಷ್ಟವಾಗಿ ಹೇಳಿ. ಆದರೆ ಪ್ರತಿ ಬಾರಿಯೂ ಹೀಗೆ ಹೇಳುವುದು ನಿಮಗೆ ಸ್ವಂತ ಅಭಿಪ್ರಾಯ, ಆಸೆಗಳಿಲ್ಲ ಎಂಬ ಸಂಕೇತವನ್ನು ನೀಡುತ್ತದೆ. ಇದು ಆತ್ಮಗೌರವವನ್ನು ಕುಂದಿಸುತ್ತದೆ. ಸ್ಪಷ್ಟ ನಿರ್ಧಾರ ನೀಡುವುದೇ ನಿಜವಾದ ಆಕರ್ಷಣೆ. ನಿಮ್ಮ ಅಭಿಪ್ರಾಯವನ್ನು ಧೈರ್ಯವಾಗಿ ಹೇಳಿ. ಪ್ರತಿಸಲಿಗೂ ಹಿಂಜರಿಯುವುದು ಪುರುಷ ಶಕ್ತಿಯ ಚಿತ್ರಣಕ್ಕೆ ಅಪಾಯ ಹೊಂದಿರುವುದು. ಕೇವಲ ಇತರರನ್ನು ಮೆಚ್ಚಿಸಲು ಅಥವಾ ಗುರುತಿಸುವಿಕೆಗಾಗಿ ಅಲ್ಲದೆ, ಯಾವುದು ಸರಿಯೋ ಅದನ್ನು ಮಾಡಿ. ನಿಮ್ಮ ಕೆಲಸಕ್ಕಾಗಿ ನೀವೇ ಹೆಮ್ಮೆಪಡಲು ಕಲಿಯಿರಿ. ಹೊರಗಿನ ಪ್ರಶಂಸೆ ಕೇವಲ	[55, 1723, 380, 1875]
paragraph: ಚ್ಚರ, ನಿಮ್ಮ ಪುರುಷತ್ವವನ್ನು ನಾಶಮಾಡುವ 10 ಅಭ್ಯಾಸಗಳಿವು! ಪ್ರತಿಯೊಬ್ಬ ಪುರುಷನೂ ತಿಳಿದುಕೊಳ್ಳಬೇಕಾದ ಸತ್ಯಗಳು ಇಲ್ಲಿವೆ. ಹೌದು, ಪ್ರತಿಯೊಬ್ಬ ವ್ಯಕ್ತಿಯೂ ತನ್ನ ಜೀವನದಲ್ಲಿ ಶಕ್ತಿವಂತನಾಗಿ, ಆತ್ಮವಿಶ್ವಾಸದಿಂದ ಇರಲು ಬಯಸುವುದು ಸಹಜ. ಆದರೆ, ಪುರುಷರ ಶಕ್ತಿಯನ್ನು ದಿನನಿತ್ಯದ ಹತ್ತು ಸಣ್ಣಪುಟ್ಟ ಅಭ್ಯಾಸಗಳು ಕ್ರಮೇಣ ದುರ್ಬಲಗೊಳಿಸುತ್ತವೆ ಎಂದು ಸಂಬಂಧಗಳ ತಜ್ಞ ಪ್ರಭು ಪಾವನಿ ತಮ್ಮ ಇನ್‌ಸ್ಟಾಗ್ರಾಮ್ ವಿಡಿಯೋದಲ್ಲಿ ಹೇಳಿದ್ದಾರೆ. ಇಲ್ಲಿ ಪುರುಷ ಶಕ್ತಿ ಎಂದರೆ ಕೇವಲ ದೈಹಿಕ ಬಲವಲ್ಲ. ಇದು ಮಾನಸಿಕ ಸ್ಥೈರ್ಯ, ಭಾವನಾತ್ಮಕ ಪ್ರಬುದ್ಧತೆ ಮತ್ತು ಜೀವನದಲ್ಲಿ ಮುನ್ನಡೆಸುವ ಆಂತರಿಕ ಶಕ್ತಿಗೆ ಸಂಬಂಧಿಸಿದೆ ಎಂದು ಅವರು ವಿವರಿಸಿದ್ದಾರೆ. ನಿಮ್ಮ ಸಹಜ ಶಕ್ತಿಯನ್ನು ಕಡಿಮೆ ಮಾಡುವ ಆ ಹತ್ತು ಅಭ್ಯಾಸಗಳು ಮತ್ತು ತಜ್ಞ ಪಾವನಿ ನೀಡುವ ಸಲಹೆಗಳನ್ನು ಈ ಲೇಖನದಲ್ಲಿ ತಿಳಿಸಲಾಗಿದೆ.	[100, 1249, 380, 1401]
story1-column-2	[298, 610, 548, 860]
ram-mandir-collage	[298, 865, 783, 1157]
registration-mark-right	[1352, 1310, 1367, 1390]
stage	[690, 610, 1210, 690]
eclipse-moon-photo	[712, 1176, 1116, 1472]
banner-date: ಬುಧವಾರ, ನವೆಂಬರ್ ೧೯, ೨೦೨೫	[210, 204, 384, 222]
story2-column-1	[100, 1248, 380, 1493]
temple-body	[600, 430, 1320, 630]
bullet-square	[52, 1197, 62, 1207]
masthead: ಸಂಜೆವಾಣಿ	[608, 48, 690, 77]
lord-rama-figure	[318, 945, 368, 1085]
mark-y: Y	[14, 1361, 25, 1379]
temple-illustration	[378, 925, 718, 1095]
story2-column-2	[390, 1248, 700, 2090]
mark-k: K	[672, 19, 679, 29]
section-title: ವೈವಿಧ್ಯ	[570, 144, 795, 256]
decor-triangle	[130, 92, 330, 182]
registration-mark-left	[14, 1320, 29, 1400]
edition-info: ಬಳ್ಳಾರಿ ಪುಟ 5 ಬುಧವಾರ 19 ನವೆಂಬರ್ 2025	[1083, 54, 1338, 72]
